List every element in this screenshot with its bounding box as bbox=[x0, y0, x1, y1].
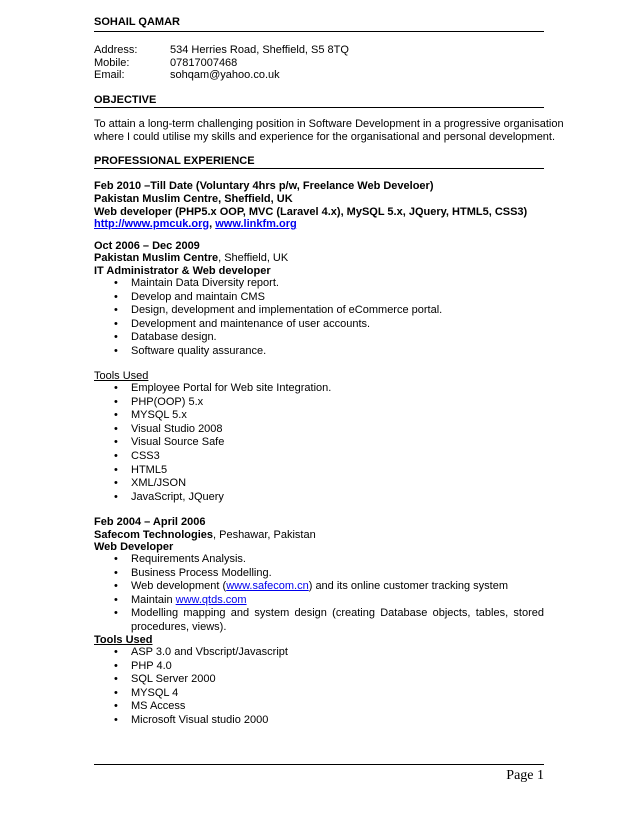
safecom-link[interactable]: www.safecom.cn bbox=[226, 580, 309, 593]
footer-rule bbox=[94, 764, 544, 765]
job1-employer bbox=[94, 193, 293, 205]
list-item: • ASP 3.0 and Vbscript/Javascript bbox=[94, 646, 288, 660]
job3-company: Safecom Technologies bbox=[94, 529, 213, 541]
list-item: • MS Access bbox=[94, 700, 288, 714]
list-item: • Modelling mapping and system design (creating Database objects, tables, stored procedures, views). bbox=[94, 607, 544, 634]
job3-employer bbox=[94, 529, 316, 541]
objective-heading: OBJECTIVE bbox=[94, 94, 157, 106]
list-item: • MYSQL 4 bbox=[94, 687, 288, 701]
objective-line-2: where I could utilise my skills and experience for the organisational and personal development. bbox=[94, 131, 556, 143]
header-rule bbox=[94, 31, 544, 32]
mobile-label: Mobile: bbox=[94, 57, 130, 69]
page-number: Page 1 bbox=[506, 768, 544, 783]
list-item: • Business Process Modelling. bbox=[94, 567, 544, 581]
experience-rule bbox=[94, 168, 544, 169]
objective-line-1: To attain a long-term challenging position in Software Development in a progressive organisation bbox=[94, 118, 564, 130]
link-separator: , bbox=[209, 218, 216, 230]
list-item bbox=[94, 594, 544, 608]
job2-company: Pakistan Muslim Centre bbox=[94, 252, 219, 264]
candidate-name: SOHAIL QAMAR bbox=[94, 16, 180, 28]
email-label: Email: bbox=[94, 69, 125, 81]
list-item bbox=[94, 580, 544, 594]
job3-role: Web Developer bbox=[94, 541, 174, 553]
list-item: • Employee Portal for Web site Integration. bbox=[94, 382, 331, 396]
job3-dates: Feb 2004 – April 2006 bbox=[94, 516, 206, 528]
list-item: • Develop and maintain CMS bbox=[94, 291, 442, 305]
job2-duties-list bbox=[94, 277, 442, 359]
job1-dates: Feb 2010 –Till Date (Voluntary 4hrs p/w, Freelance Web Develoer) bbox=[94, 180, 434, 192]
list-item: • Visual Studio 2008 bbox=[94, 423, 331, 437]
list-item: • CSS3 bbox=[94, 450, 331, 464]
duty-text: Maintain bbox=[131, 593, 176, 606]
list-item: • PHP 4.0 bbox=[94, 660, 288, 674]
job2-tools-heading: Tools Used bbox=[94, 370, 149, 382]
pmcuk-link[interactable]: http://www.pmcuk.org bbox=[94, 218, 210, 230]
list-item: • HTML5 bbox=[94, 464, 331, 478]
job3-tools-heading: Tools Used bbox=[94, 634, 153, 646]
mobile-value: 07817007468 bbox=[170, 57, 238, 69]
list-item: • XML/JSON bbox=[94, 477, 331, 491]
list-item: • Database design. bbox=[94, 331, 442, 345]
job2-dates: Oct 2006 – Dec 2009 bbox=[94, 240, 200, 252]
list-item: • Software quality assurance. bbox=[94, 345, 442, 359]
qtds-link[interactable]: www.qtds.com bbox=[175, 593, 247, 606]
job2-employer bbox=[94, 252, 288, 264]
job2-location: , Sheffield, UK bbox=[218, 252, 289, 264]
job1-role: Web developer (PHP5.x OOP, MVC (Laravel 4.x), MySQL 5.x, JQuery, HTML5, CSS3) bbox=[94, 206, 528, 218]
email-value: sohqam@yahoo.co.uk bbox=[170, 69, 280, 81]
list-item: • Design, development and implementation of eCommerce portal. bbox=[94, 304, 442, 318]
job3-tools-list bbox=[94, 646, 288, 728]
job1-location: , Sheffield, UK bbox=[218, 193, 293, 205]
list-item: • MYSQL 5.x bbox=[94, 409, 331, 423]
objective-rule bbox=[94, 107, 544, 108]
job3-location: , Peshawar, Pakistan bbox=[213, 529, 316, 541]
list-item: • Visual Source Safe bbox=[94, 436, 331, 450]
list-item: • JavaScript, JQuery bbox=[94, 491, 331, 505]
job3-duties-list bbox=[94, 553, 544, 635]
experience-heading: PROFESSIONAL EXPERIENCE bbox=[94, 155, 255, 167]
job1-company: Pakistan Muslim Centre bbox=[94, 193, 219, 205]
list-item: • PHP(OOP) 5.x bbox=[94, 396, 331, 410]
list-item: • Requirements Analysis. bbox=[94, 553, 544, 567]
address-label: Address: bbox=[94, 44, 138, 56]
job2-tools-list bbox=[94, 382, 331, 504]
duty-text: ) and its online customer tracking system bbox=[308, 580, 509, 593]
job1-links bbox=[94, 218, 297, 230]
list-item: • SQL Server 2000 bbox=[94, 673, 288, 687]
job2-role: IT Administrator & Web developer bbox=[94, 265, 271, 277]
list-item: • Maintain Data Diversity report. bbox=[94, 277, 442, 291]
list-item: • Development and maintenance of user accounts. bbox=[94, 318, 442, 332]
address-value: 534 Herries Road, Sheffield, S5 8TQ bbox=[170, 44, 349, 56]
duty-text: Web development ( bbox=[131, 580, 227, 593]
linkfm-link[interactable]: www.linkfm.org bbox=[215, 218, 297, 230]
list-item: • Microsoft Visual studio 2000 bbox=[94, 714, 288, 728]
